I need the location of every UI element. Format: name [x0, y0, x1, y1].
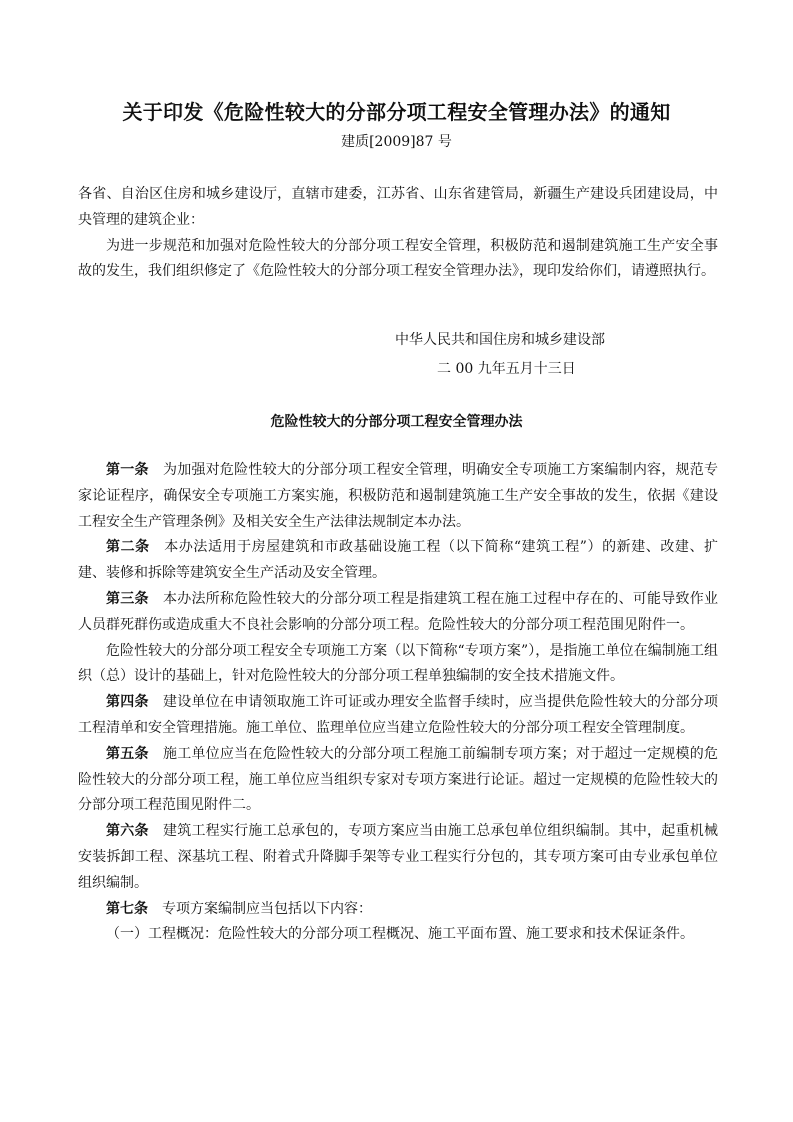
article-text: 本办法所称危险性较大的分部分项工程是指建筑工程在施工过程中存在的、可能导致作业人员群死群伤或造成重大不良社会影响的分部分项工程。危险性较大的分部分项工程范围见附件一。 [78, 590, 719, 633]
notice-text [78, 182, 718, 285]
article-paragraph [78, 819, 718, 896]
notice-body-paragraph: 为进一步规范和加强对危险性较大的分部分项工程安全管理，积极防范和遏制建筑施工生产安全事故的发生，我们组织修定了《危险性较大的分部分项工程安全管理办法》，现印发给你们，请遵照执行。 [78, 237, 718, 280]
measures-title: 危险性较大的分部分项工程安全管理办法 [270, 414, 523, 430]
article-label: 第六条 [106, 823, 149, 840]
article-paragraph [78, 690, 718, 742]
article-text: 危险性较大的分部分项工程安全专项施工方案（以下简称“专项方案”），是指施工单位在编制施工组织（总）设计的基础上，针对危险性较大的分部分项工程单独编制的安全技术措施文件。 [78, 642, 718, 685]
article-text: （一）工程概况：危险性较大的分部分项工程概况、施工平面布置、施工要求和技术保证条件。 [106, 926, 694, 943]
document-number: 建质[2009]87 号 [341, 134, 452, 150]
article-paragraph [78, 587, 718, 639]
article-text: 施工单位应当在危险性较大的分部分项工程施工前编制专项方案；对于超过一定规模的危险性较大的分部分项工程，施工单位应当组织专家对专项方案进行论证。超过一定规模的危险性较大的分部分项工程范围见附件二。 [78, 745, 719, 814]
article-label: 第一条 [106, 462, 149, 478]
measures-body [78, 458, 718, 948]
article-text: 建筑工程实行施工总承包的，专项方案应当由施工总承包单位组织编制。其中，起重机械安装拆卸工程、深基坑工程、附着式升降脚手架等专业工程实行分包的，其专项方案可由专业承包单位组织编制。 [78, 823, 719, 891]
notice-title: 关于印发《危险性较大的分部分项工程安全管理办法》的通知 [122, 100, 671, 124]
article-label: 第四条 [106, 694, 149, 711]
article-paragraph [78, 897, 718, 923]
article-paragraph [78, 922, 718, 948]
article-label: 第五条 [106, 745, 149, 762]
issue-date: 二 00 九年五月十三日 [437, 361, 576, 377]
article-text: 建设单位在申请领取施工许可证或办理安全监督手续时，应当提供危险性较大的分部分项工程清单和安全管理措施。施工单位、监理单位应当建立危险性较大的分部分项工程安全管理制度。 [78, 694, 719, 736]
issuer-signature: 中华人民共和国住房和城乡建设部 [395, 332, 605, 348]
article-text: 专项方案编制应当包括以下内容： [162, 900, 372, 917]
article-paragraph [78, 458, 718, 535]
article-paragraph [78, 639, 718, 691]
article-text: 为加强对危险性较大的分部分项工程安全管理，明确安全专项施工方案编制内容，规范专家论证程序，确保安全专项施工方案实施，积极防范和遏制建筑施工生产安全事故的发生，依据《建设工程安全生产管理条例》及相关安全生产法律法规制定本办法。 [78, 462, 719, 530]
article-paragraph [78, 535, 718, 587]
article-label: 第二条 [106, 539, 150, 556]
article-paragraph [78, 742, 718, 819]
article-label: 第三条 [106, 590, 149, 607]
addressee-paragraph: 各省、自治区住房和城乡建设厅，直辖市建委，江苏省、山东省建管局，新疆生产建设兵团建设局，中央管理的建筑企业： [78, 186, 718, 228]
article-label: 第七条 [106, 900, 148, 917]
article-text: 本办法适用于房屋建筑和市政基础设施工程（以下简称“建筑工程”）的新建、改建、扩建、装修和拆除等建筑安全生产活动及安全管理。 [78, 539, 719, 582]
